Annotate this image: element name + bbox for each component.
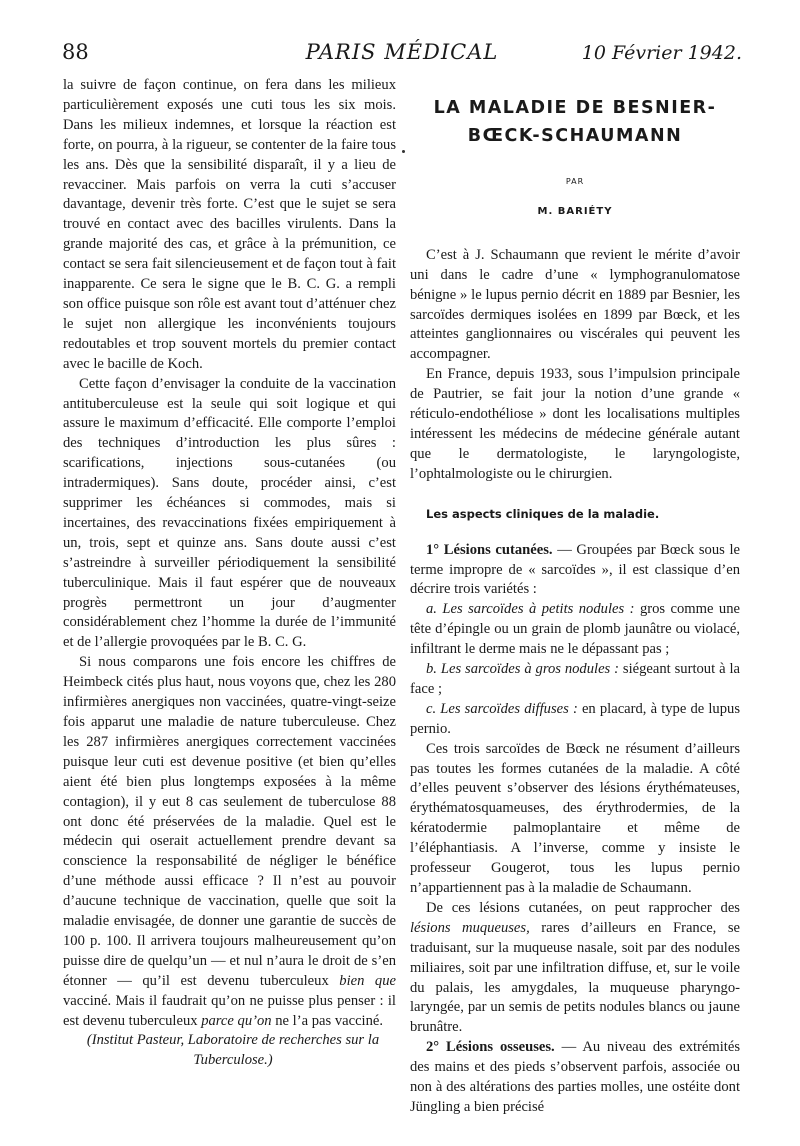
left-column [63, 76, 396, 1032]
left-paragraph-1: la suivre de façon continue, on fera dans les milieux particulièrement exposés une cuti tous les six mois. Dans les milieux indemnes, et lorsque la réaction est forte, on pourra, à la rigueur, se contenter de la faire tous les ans. Dès que la sensibilité disparaît, il y a lieu de revacciner. Mais parfois on verra la cuti s’accuser davantage, devenir très forte. C’est que le sujet se sera trouvé en contact avec des bacilles virulents. Dans la grande majorité des cas, et grâce à la prémunition, ce contact se sera fait silencieusement et de façon tout à fait inapparente. Ce sera le signe que le B. C. G. a rempli son office puisque son rôle est avant tout d’atténuer chez le sujet non allergique les inconvénients toujours redoutables et trop souvent mortels du premier contact avec le bacille de Koch. [63, 77, 396, 372]
byline-par: PAR [565, 177, 585, 186]
left-paragraph-2: Cette façon d’envisager la conduite de la vaccination antituberculeuse est la seule qui soit logique et qui assure le maximum d’efficacité. Elle comporte l’emploi des techniques d’introduction les plus sûres : scarifications, injections sous-cutanées (ou intradermiques). Sans doute, procéder ainsi, c’est supprimer les échéances si commodes, mais si incertaines, des revaccinations fixées empiriquement à un, trois, sept et quinze ans. Sans doute aussi c’est s’astreindre à surveiller périodiquement la sensibilité tuberculinique. Mais il faut espérer que de nouveaux progrès permettront un jour d’augmenter considérablement chez l’homme la durée de l’immunité et de l’allergie provoquées par le B. C. G. [63, 375, 396, 651]
left-paragraph-3-end: ne l’a pas vacciné. [275, 1012, 384, 1029]
cutaneous-forms-paragraph: Ces trois sarcoïdes de Bœck ne résument d’ailleurs pas toutes les formes cutanées de la maladie. A côté d’elles peuvent s’observer des lésions érythémateuses, érythématosquameuses, des érythrodermies, de la kératodermie palmoplantaire et même de l’éléphantiasis. A l’inverse, comme y insiste le professeur Gougerot, tous les lupus pernio n’appartiennent pas à la maladie de Schaumann. [410, 740, 740, 896]
journal-title: PARIS MÉDICAL [305, 40, 499, 64]
mucous-lesions-start: De ces lésions cutanées, on peut rapprocher des [426, 899, 740, 916]
print-dot [402, 150, 405, 153]
bone-lesions-text: — Au niveau des extrémités des mains et des pieds s’observent parfois, associée ou non à des altérations des parties molles, une ostéite dont Jüngling a bien précisé [410, 1039, 740, 1115]
mucous-lesions-paragraph [410, 899, 740, 1038]
variety-a-text: gros comme une tête d’épingle ou un grain de plomb jaunâtre ou violacé, infiltrant le derme mais ne le dépassant pas ; [410, 601, 740, 658]
left-paragraph-3-italic-1: bien que [339, 972, 396, 989]
left-paragraph-3 [63, 653, 396, 1031]
intro-paragraph-1: C’est à J. Schaumann que revient le mérite d’avoir uni dans le cadre d’une « lymphogranulomatose bénigne » le lupus pernio décrit en 1889 par Besnier, les sarcoïdes dermiques isolées en 1899 par Bœck, et les atteintes ganglionnaires ou viscérales qui peuvent les accompagner. [410, 246, 740, 363]
right-column [410, 94, 740, 1118]
mucous-lesions-end: rares d’ailleurs en France, se traduisant, sur la muqueuse nasale, soit par des nodules miliaires, soit par une infiltration diffuse, et, sur le voile du palais, les amygdales, la muqueuse pharyngo-laryngée, par un semis de petits nodules blancs ou jaune brunâtre. [410, 919, 740, 1036]
cutaneous-lesions-text: — Groupées par Bœck sous le terme impropre de « sarcoïdes », il est classique d’en décrire trois variétés : [410, 541, 740, 598]
bone-lesions-paragraph [410, 1038, 740, 1118]
page-header [62, 36, 742, 76]
left-paragraph-3-mid: vacciné. Mais il faudrait qu’on ne puisse plus penser : il est devenu tuberculeux [63, 992, 396, 1029]
variety-b [410, 660, 740, 700]
bone-lesions-lead: 2° Lésions osseuses. [426, 1039, 555, 1056]
article-author: M. BARIÉTY [537, 205, 613, 217]
variety-a [410, 600, 740, 660]
left-paragraph-3-text: Si nous comparons une fois encore les chiffres de Heimbeck cités plus haut, nous voyons que, chez les 280 infirmières anergiques non vaccinées, quatre-vingt-seize fois apparut une maladie de nature tuberculeuse. Chez les 287 infirmières anergiques correctement vaccinées puisque leur cuti est devenue positive (et bien qu’elles aient été bien plus longtemps exposées à la même contagion), il y eut 8 cas seulement de tuberculose 88 ont donc été préservées de la maladie. Quel est le médecin qui oserait actuellement prendre devant sa conscience la responsabilité de négliger le bénéfice d’une méthode aussi efficace ? Il n’est au pouvoir d’aucune technique de vaccination, quelle que soit la maladie envisagée, de donner une garantie de succès de 100 p. 100. Il arrivera toujours malheureusement qu’on puisse dire de quelqu’un — et nul n’aura le droit de s’en étonner — qu’il est devenu tuberculeux [63, 654, 396, 989]
affiliation-note: (Institut Pasteur, Laboratoire de recherches sur la Tuberculose.) [86, 1032, 380, 1068]
variety-c-text: en placard, à type de lupus pernio. [410, 700, 741, 737]
cutaneous-lesions-lead: 1° Lésions cutanées. [426, 541, 553, 558]
mucous-lesions-italic: lésions muqueuses, [410, 919, 530, 936]
article-title: LA MALADIE DE BESNIER-BŒCK-SCHAUMANN [433, 98, 717, 146]
page-number: 88 [62, 40, 89, 64]
variety-b-label: b. Les sarcoïdes à gros nodules : [426, 661, 619, 678]
section-heading: Les aspects cliniques de la maladie. [426, 506, 660, 521]
variety-a-label: a. Les sarcoïdes à petits nodules : [426, 601, 635, 618]
variety-c [410, 700, 740, 740]
left-paragraph-3-italic-2: parce qu’on [201, 1012, 272, 1029]
variety-c-label: c. Les sarcoïdes diffuses : [426, 700, 578, 717]
variety-b-text: siégeant surtout à la face ; [410, 661, 740, 697]
intro-paragraph-2: En France, depuis 1933, sous l’impulsion principale de Pautrier, se fait jour la notion d’une grande « réticulo-endothéliose » dont les localisations multiples intéressent les médecins de médecine générale autant que le dermatologiste, le laryngologiste, l’ophtalmologiste ou le chirurgien. [410, 366, 740, 482]
cutaneous-lesions-paragraph [410, 541, 740, 601]
issue-date: 10 Février 1942. [581, 42, 742, 64]
